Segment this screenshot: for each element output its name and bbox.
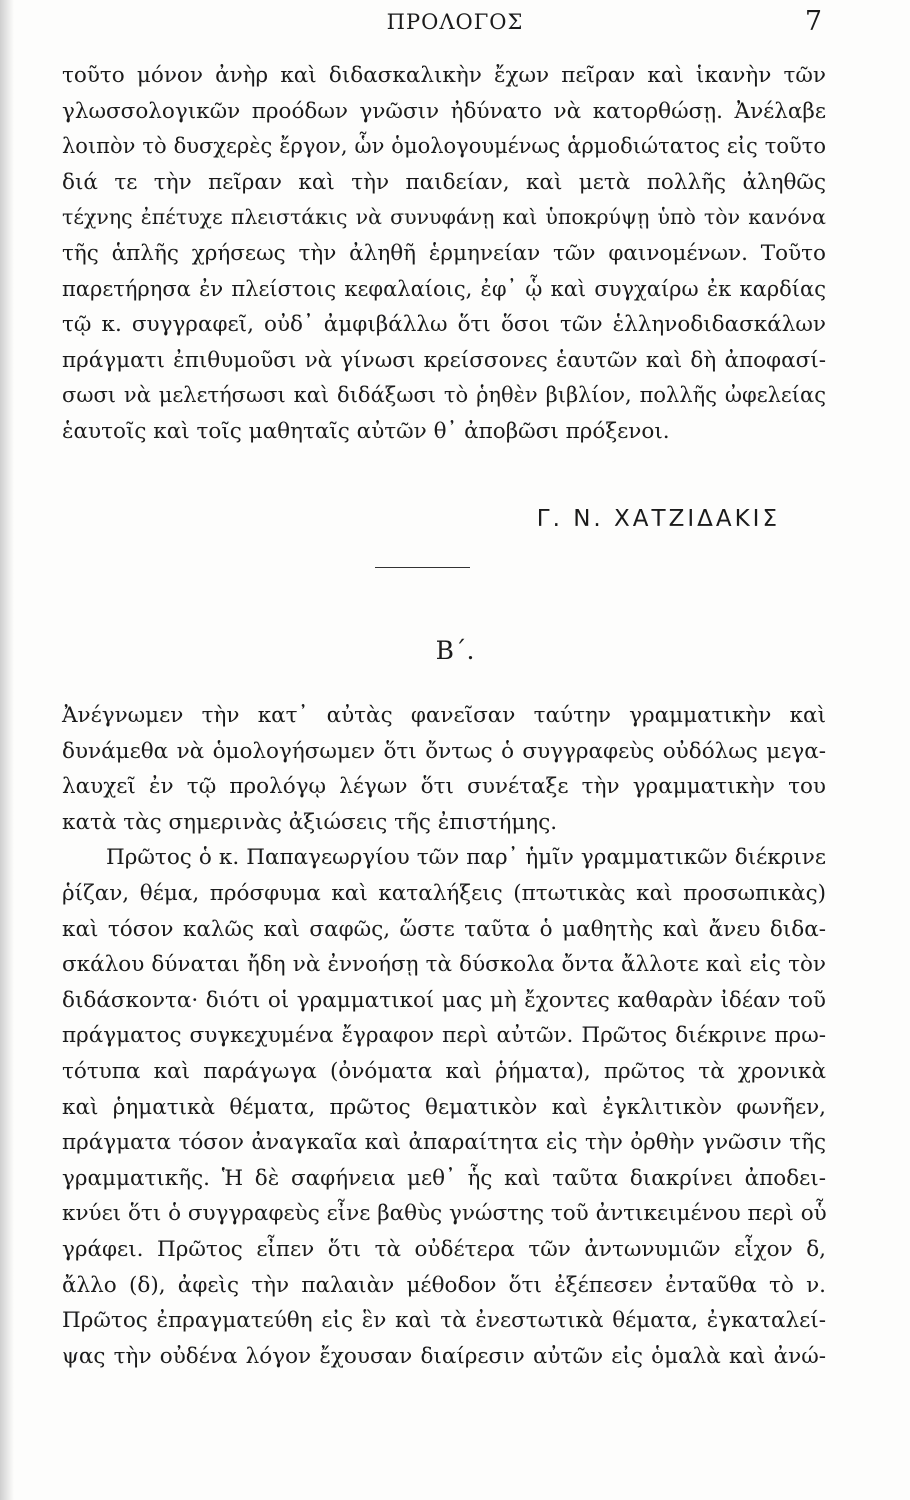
section-heading: Β΄. (435, 636, 475, 665)
text-line: δυνάμεθα νὰ ὁμολογήσωμεν ὅτι ὄντως ὁ συγγραφεὺς οὐδόλως μεγα- (62, 738, 826, 764)
text-line: τοῦτο μόνον ἀνὴρ καὶ διδασκαλικὴν ἔχων πεῖραν καὶ ἱκανὴν τῶν (62, 63, 826, 88)
text-line: σκάλου δύναται ἤδη νὰ ἐννοήσῃ τὰ δύσκολα ὄντα ἄλλοτε καὶ εἰς τὸν (62, 952, 826, 978)
text-line: λοιπὸν τὸ δυσχερὲς ἔργον, ὧν ὁμολογουμένως ἁρμοδιώτατος εἰς τοῦτο (62, 134, 826, 159)
text-line: γράφει. Πρῶτος εἶπεν ὅτι τὰ οὐδέτερα τῶν ἀντωνυμιῶν εἶχον δ, (62, 1236, 826, 1262)
text-line: καὶ τόσον καλῶς καὶ σαφῶς, ὥστε ταῦτα ὁ μαθητὴς καὶ ἄνευ διδα- (62, 916, 826, 942)
running-title: ΠΡΟΛΟΓΟΣ (386, 10, 524, 34)
text-line: διδάσκοντα· διότι οἱ γραμματικοί μας μὴ ἔχοντες καθαρὰν ἰδέαν τοῦ (62, 987, 826, 1013)
text-line: τῷ κ. συγγραφεῖ, οὐδ᾽ ἀμφιβάλλω ὅτι ὅσοι τῶν ἑλληνοδιδασκάλων (62, 312, 826, 338)
section-divider-rule (375, 567, 470, 568)
text-line: πράγματος συγκεχυμένα ἔγραφον περὶ αὐτῶν. Πρῶτος διέκρινε πρω- (62, 1023, 826, 1049)
text-line: λαυχεῖ ἐν τῷ προλόγῳ λέγων ὅτι συνέταξε τὴν γραμματικὴν του (62, 774, 826, 800)
text-line: ἑαυτοῖς καὶ τοῖς μαθηταῖς αὐτῶν θ᾽ ἀποβῶσι πρόξενοι. (62, 418, 670, 444)
text-line: ψας τὴν οὐδένα λόγον ἔχουσαν διαίρεσιν αὐτῶν εἰς ὁμαλὰ καὶ ἀνώ- (62, 1343, 826, 1369)
text-line: γλωσσολογικῶν προόδων γνῶσιν ἠδύνατο νὰ κατορθώσῃ. Ἀνέλαβε (62, 98, 826, 124)
page-number: 7 (804, 6, 822, 37)
text-line: κατὰ τὰς σημερινὰς ἀξιώσεις τῆς ἐπιστήμης. (62, 809, 558, 835)
text-line: γραμματικῆς. Ἡ δὲ σαφήνεια μεθ᾽ ἧς καὶ ταῦτα διακρίνει ἀποδει- (62, 1165, 826, 1191)
preface-continuation-text (62, 58, 826, 450)
text-line: διά τε τὴν πεῖραν καὶ τὴν παιδείαν, καὶ μετὰ πολλῆς ἀληθῶς (62, 169, 826, 195)
page-gutter-shadow (0, 0, 14, 1500)
text-line: τῆς ἁπλῆς χρήσεως τὴν ἀληθῆ ἑρμηνείαν τῶν φαινομένων. Τοῦτο (62, 240, 826, 266)
text-line: καὶ ῥηματικὰ θέματα, πρῶτος θεματικὸν καὶ ἐγκλιτικὸν φωνῆεν, (62, 1094, 826, 1120)
section-b-text (62, 698, 826, 1374)
text-line: Πρῶτος ὁ κ. Παπαγεωργίου τῶν παρ᾽ ἡμῖν γραμματικῶν διέκρινε (106, 845, 826, 871)
text-line: κνύει ὅτι ὁ συγγραφεὺς εἶνε βαθὺς γνώστης τοῦ ἀντικειμένου περὶ οὗ (62, 1201, 827, 1227)
text-line: τέχνης ἐπέτυχε πλειστάκις νὰ συνυφάνῃ καὶ ὑποκρύψῃ ὑπὸ τὸν κανόνα (62, 205, 826, 230)
text-line: τότυπα καὶ παράγωγα (ὀνόματα καὶ ῥήματα), πρῶτος τὰ χρονικὰ (62, 1058, 826, 1084)
text-line: Πρῶτος ἐπραγματεύθη εἰς ἓν καὶ τὰ ἐνεστωτικὰ θέματα, ἐγκαταλεί- (62, 1308, 826, 1334)
text-line: ῥίζαν, θέμα, πρόσφυμα καὶ καταλήξεις (πτωτικὰς καὶ προσωπικὰς) (62, 880, 826, 906)
text-line: σωσι νὰ μελετήσωσι καὶ διδάξωσι τὸ ῥηθὲν βιβλίον, πολλῆς ὠφελείας (62, 383, 826, 408)
text-line: Ἀνέγνωμεν τὴν κατ᾽ αὐτὰς φανεῖσαν ταύτην γραμματικὴν καὶ (62, 703, 826, 728)
text-line: πράγματα τόσον ἀναγκαῖα καὶ ἀπαραίτητα εἰς τὴν ὀρθὴν γνῶσιν τῆς (62, 1130, 826, 1156)
running-head (0, 6, 910, 38)
author-signature: Γ. Ν. ΧΑΤΖΙΔΑΚΙΣ (536, 506, 780, 532)
text-line: πράγματι ἐπιθυμοῦσι νὰ γίνωσι κρείσσονες ἑαυτῶν καὶ δὴ ἀποφασί- (62, 347, 826, 373)
text-line: ἄλλο (δ), ἀφεὶς τὴν παλαιὰν μέθοδον ὅτι ἐξέπεσεν ἐνταῦθα τὸ ν. (62, 1272, 826, 1298)
text-line: παρετήρησα ἐν πλείστοις κεφαλαίοις, ἐφ᾽ ᾧ καὶ συγχαίρω ἐκ καρδίας (62, 276, 826, 301)
